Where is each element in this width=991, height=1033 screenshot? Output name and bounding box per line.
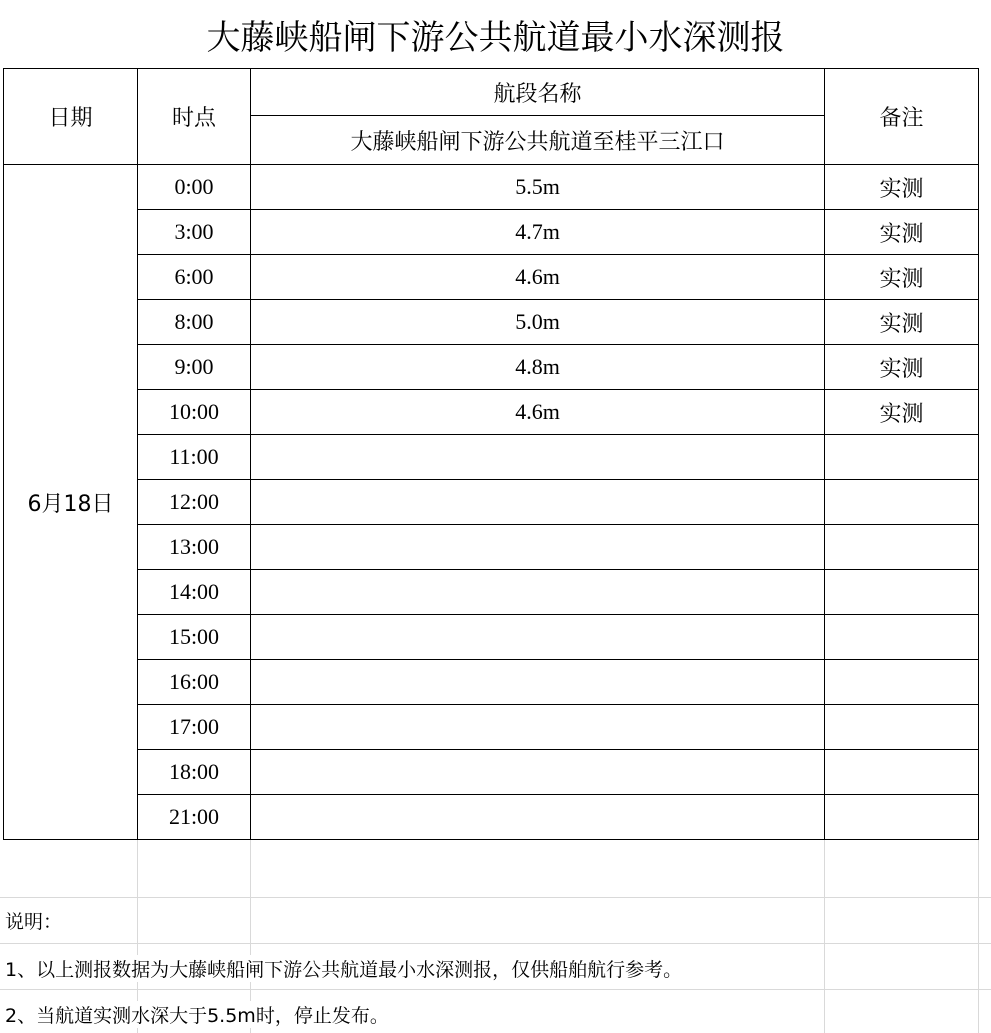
depth-cell: 4.6m: [251, 390, 825, 435]
time-cell: 18:00: [138, 750, 251, 795]
depth-cell: 4.6m: [251, 255, 825, 300]
note-cell: [825, 480, 979, 525]
note-cell: 实测: [825, 300, 979, 345]
table-row: [4, 525, 979, 570]
table-row: [4, 795, 979, 840]
time-cell: 17:00: [138, 705, 251, 750]
time-cell: 13:00: [138, 525, 251, 570]
section-header: 航段名称: [251, 69, 825, 116]
depth-cell: 5.5m: [251, 165, 825, 210]
time-cell: 10:00: [138, 390, 251, 435]
depth-cell: [251, 525, 825, 570]
depth-cell: [251, 435, 825, 480]
note-cell: 实测: [825, 165, 979, 210]
table-row: [4, 480, 979, 525]
note-cell: 实测: [825, 345, 979, 390]
depth-cell: 4.7m: [251, 210, 825, 255]
table-row: [4, 750, 979, 795]
table-row: [4, 210, 979, 255]
table-row: [4, 345, 979, 390]
depth-cell: [251, 750, 825, 795]
page-title: 大藤峡船闸下游公共航道最小水深测报: [0, 0, 991, 68]
date-cell: 6月18日: [4, 165, 138, 840]
note-cell: 实测: [825, 255, 979, 300]
note-cell: [825, 705, 979, 750]
note-cell: [825, 795, 979, 840]
note-line-1: 1、以上测报数据为大藤峡船闸下游公共航道最小水深测报，仅供船舶航行参考。: [5, 955, 688, 982]
section-name: 大藤峡船闸下游公共航道至桂平三江口: [251, 116, 825, 165]
time-cell: 12:00: [138, 480, 251, 525]
note-cell: [825, 615, 979, 660]
depth-cell: [251, 660, 825, 705]
time-header: 时点: [138, 69, 251, 165]
time-cell: 15:00: [138, 615, 251, 660]
note-cell: [825, 750, 979, 795]
note-header: 备注: [825, 69, 979, 165]
time-cell: 0:00: [138, 165, 251, 210]
depth-cell: [251, 570, 825, 615]
time-cell: 14:00: [138, 570, 251, 615]
depth-cell: [251, 795, 825, 840]
time-cell: 9:00: [138, 345, 251, 390]
table-row: [4, 615, 979, 660]
time-cell: 6:00: [138, 255, 251, 300]
table-row: [4, 705, 979, 750]
time-cell: 21:00: [138, 795, 251, 840]
depth-cell: [251, 480, 825, 525]
table-row: [4, 165, 979, 210]
notes-heading: 说明：: [5, 907, 68, 934]
note-line-2: 2、当航道实测水深大于5.5m时，停止发布。: [5, 1001, 395, 1028]
note-cell: [825, 570, 979, 615]
date-header: 日期: [4, 69, 138, 165]
depth-cell: 4.8m: [251, 345, 825, 390]
table-row: [4, 300, 979, 345]
time-cell: 3:00: [138, 210, 251, 255]
depth-cell: [251, 615, 825, 660]
time-cell: 8:00: [138, 300, 251, 345]
table-row: [4, 660, 979, 705]
time-cell: 16:00: [138, 660, 251, 705]
depth-report-table: [3, 68, 979, 840]
note-cell: [825, 525, 979, 570]
time-cell: 11:00: [138, 435, 251, 480]
note-cell: [825, 660, 979, 705]
note-cell: [825, 435, 979, 480]
table-row: [4, 255, 979, 300]
depth-cell: [251, 705, 825, 750]
table-row: [4, 435, 979, 480]
table-row: [4, 390, 979, 435]
table-row: [4, 570, 979, 615]
note-cell: 实测: [825, 210, 979, 255]
depth-cell: 5.0m: [251, 300, 825, 345]
note-cell: 实测: [825, 390, 979, 435]
